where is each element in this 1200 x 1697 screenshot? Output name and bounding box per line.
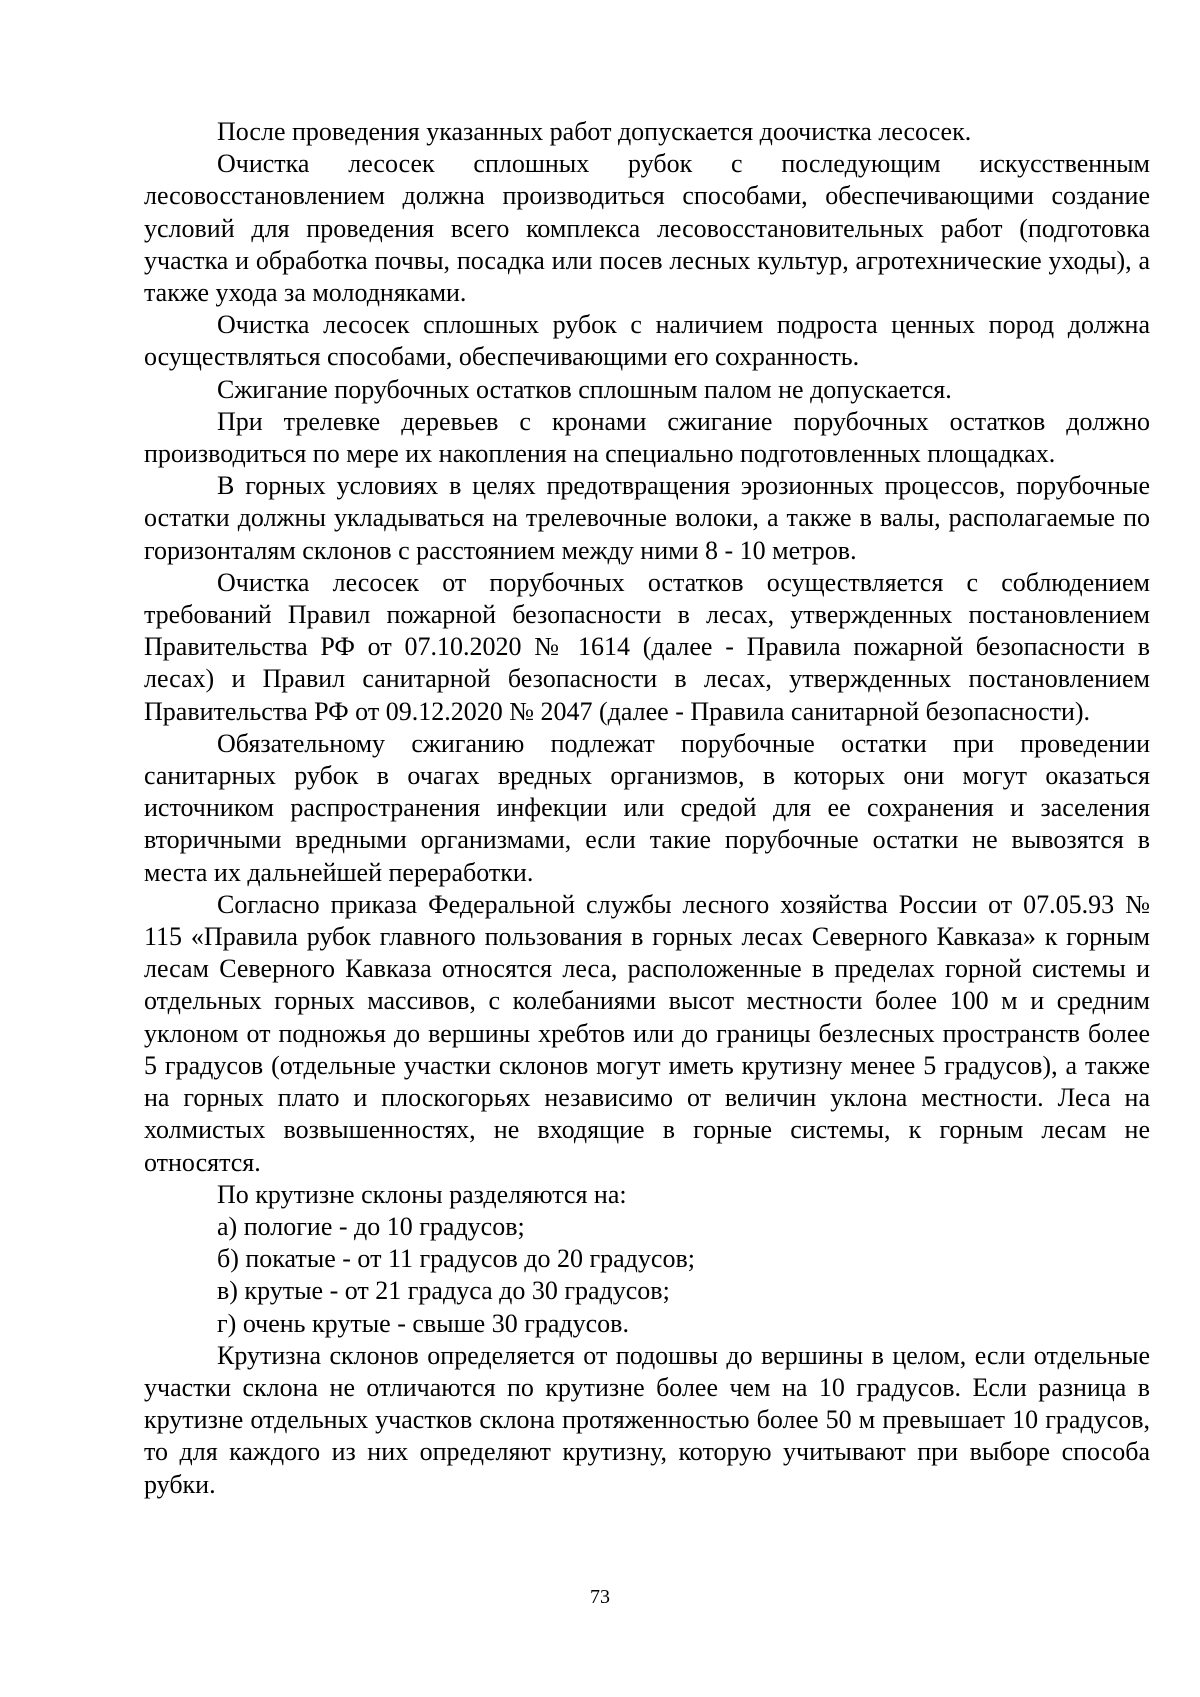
paragraph-clearcut-reforestation: Очистка лесосек сплошных рубок с последующим искусственным лесовосстановлением должна производиться способами, обеспечивающими создание условий для проведения всего комплекса лесовосстановительных работ (подготовка участка и обработка почвы, посадка или посев лесных культур, агротехнические уходы), а также ухода за молодняками. (144, 149, 1150, 308)
paragraph-undergrowth-preservation: Очистка лесосек сплошных рубок с наличием подроста ценных пород должна осуществляться способами, обеспечивающими его сохранность. (144, 310, 1150, 372)
list-item-sloping: б) покатые - от 11 градусов до 20 градусов; (217, 1244, 695, 1274)
paragraph-mountain-conditions: В горных условиях в целях предотвращения эрозионных процессов, порубочные остатки должны укладываться на трелевочные волоки, а также в валы, располагаемые по горизонталям склонов с расстоянием между ними 8 - 10 метров. (144, 471, 1150, 565)
paragraph-slope-determination: Крутизна склонов определяется от подошвы до вершины в целом, если отдельные участки склона не отличаются по крутизне более чем на 10 градусов. Если разница в крутизне отдельных участков склона протяженностью более 50 м превышает 10 градусов, то для каждого из них определяют крутизну, которую учитывают при выборе способа рубки. (144, 1340, 1150, 1499)
list-item-steep: в) крутые - от 21 градуса до 30 градусов; (217, 1276, 670, 1306)
paragraph-caucasus-forests: Согласно приказа Федеральной службы лесного хозяйства России от 07.05.93 № 115 «Правила рубок главного пользования в горных лесах Северного Кавказа» к горным лесам Северного Кавказа относятся леса, расположенные в пределах горной системы и отдельных горных массивов, с колебаниями высот местности более 100 м и средним уклоном от подножья до вершины хребтов или до границы безлесных пространств более 5 градусов (отдельные участки склонов могут иметь крутизну менее 5 градусов), а также на горных плато и плоскогорьях независимо от величин уклона местности. Леса на холмистых возвышенностях, не входящие в горные системы, к горным лесам не относятся. (144, 889, 1150, 1177)
paragraph-mandatory-burning: Обязательному сжиганию подлежат порубочные остатки при проведении санитарных рубок в очагах вредных организмов, в которых они могут оказаться источником распространения инфекции или средой для ее сохранения и заселения вторичными вредными организмами, если такие порубочные остатки не вывозятся в места их дальнейшей переработки. (144, 728, 1150, 887)
paragraph-fire-safety-rules: Очистка лесосек от порубочных остатков осуществляется с соблюдением требований Правил пожарной безопасности в лесах, утвержденных постановлением Правительства РФ от 07.10.2020 № 1614 (далее - Правила пожарной безопасности в лесах) и Правил санитарной безопасности в лесах, утвержденных постановлением Правительства РФ от 09.12.2020 № 2047 (далее - Правила санитарной безопасности). (144, 567, 1150, 726)
paragraph-cleanup-allowed: После проведения указанных работ допускается доочистка лесосек. (217, 117, 972, 146)
list-item-gentle: а) пологие - до 10 градусов; (217, 1211, 525, 1241)
page-number: 73 (590, 1586, 610, 1608)
paragraph-burning-prohibited: Сжигание порубочных остатков сплошным палом не допускается. (217, 374, 952, 404)
list-item-very-steep: г) очень крутые - свыше 30 градусов. (217, 1308, 629, 1338)
paragraph-slope-classification: По крутизне склоны разделяются на: (217, 1179, 627, 1209)
document-body (144, 116, 1150, 1501)
paragraph-skidding-burning: При трелевке деревьев с кронами сжигание порубочных остатков должно производиться по мере их накопления на специально подготовленных площадках. (144, 406, 1150, 469)
